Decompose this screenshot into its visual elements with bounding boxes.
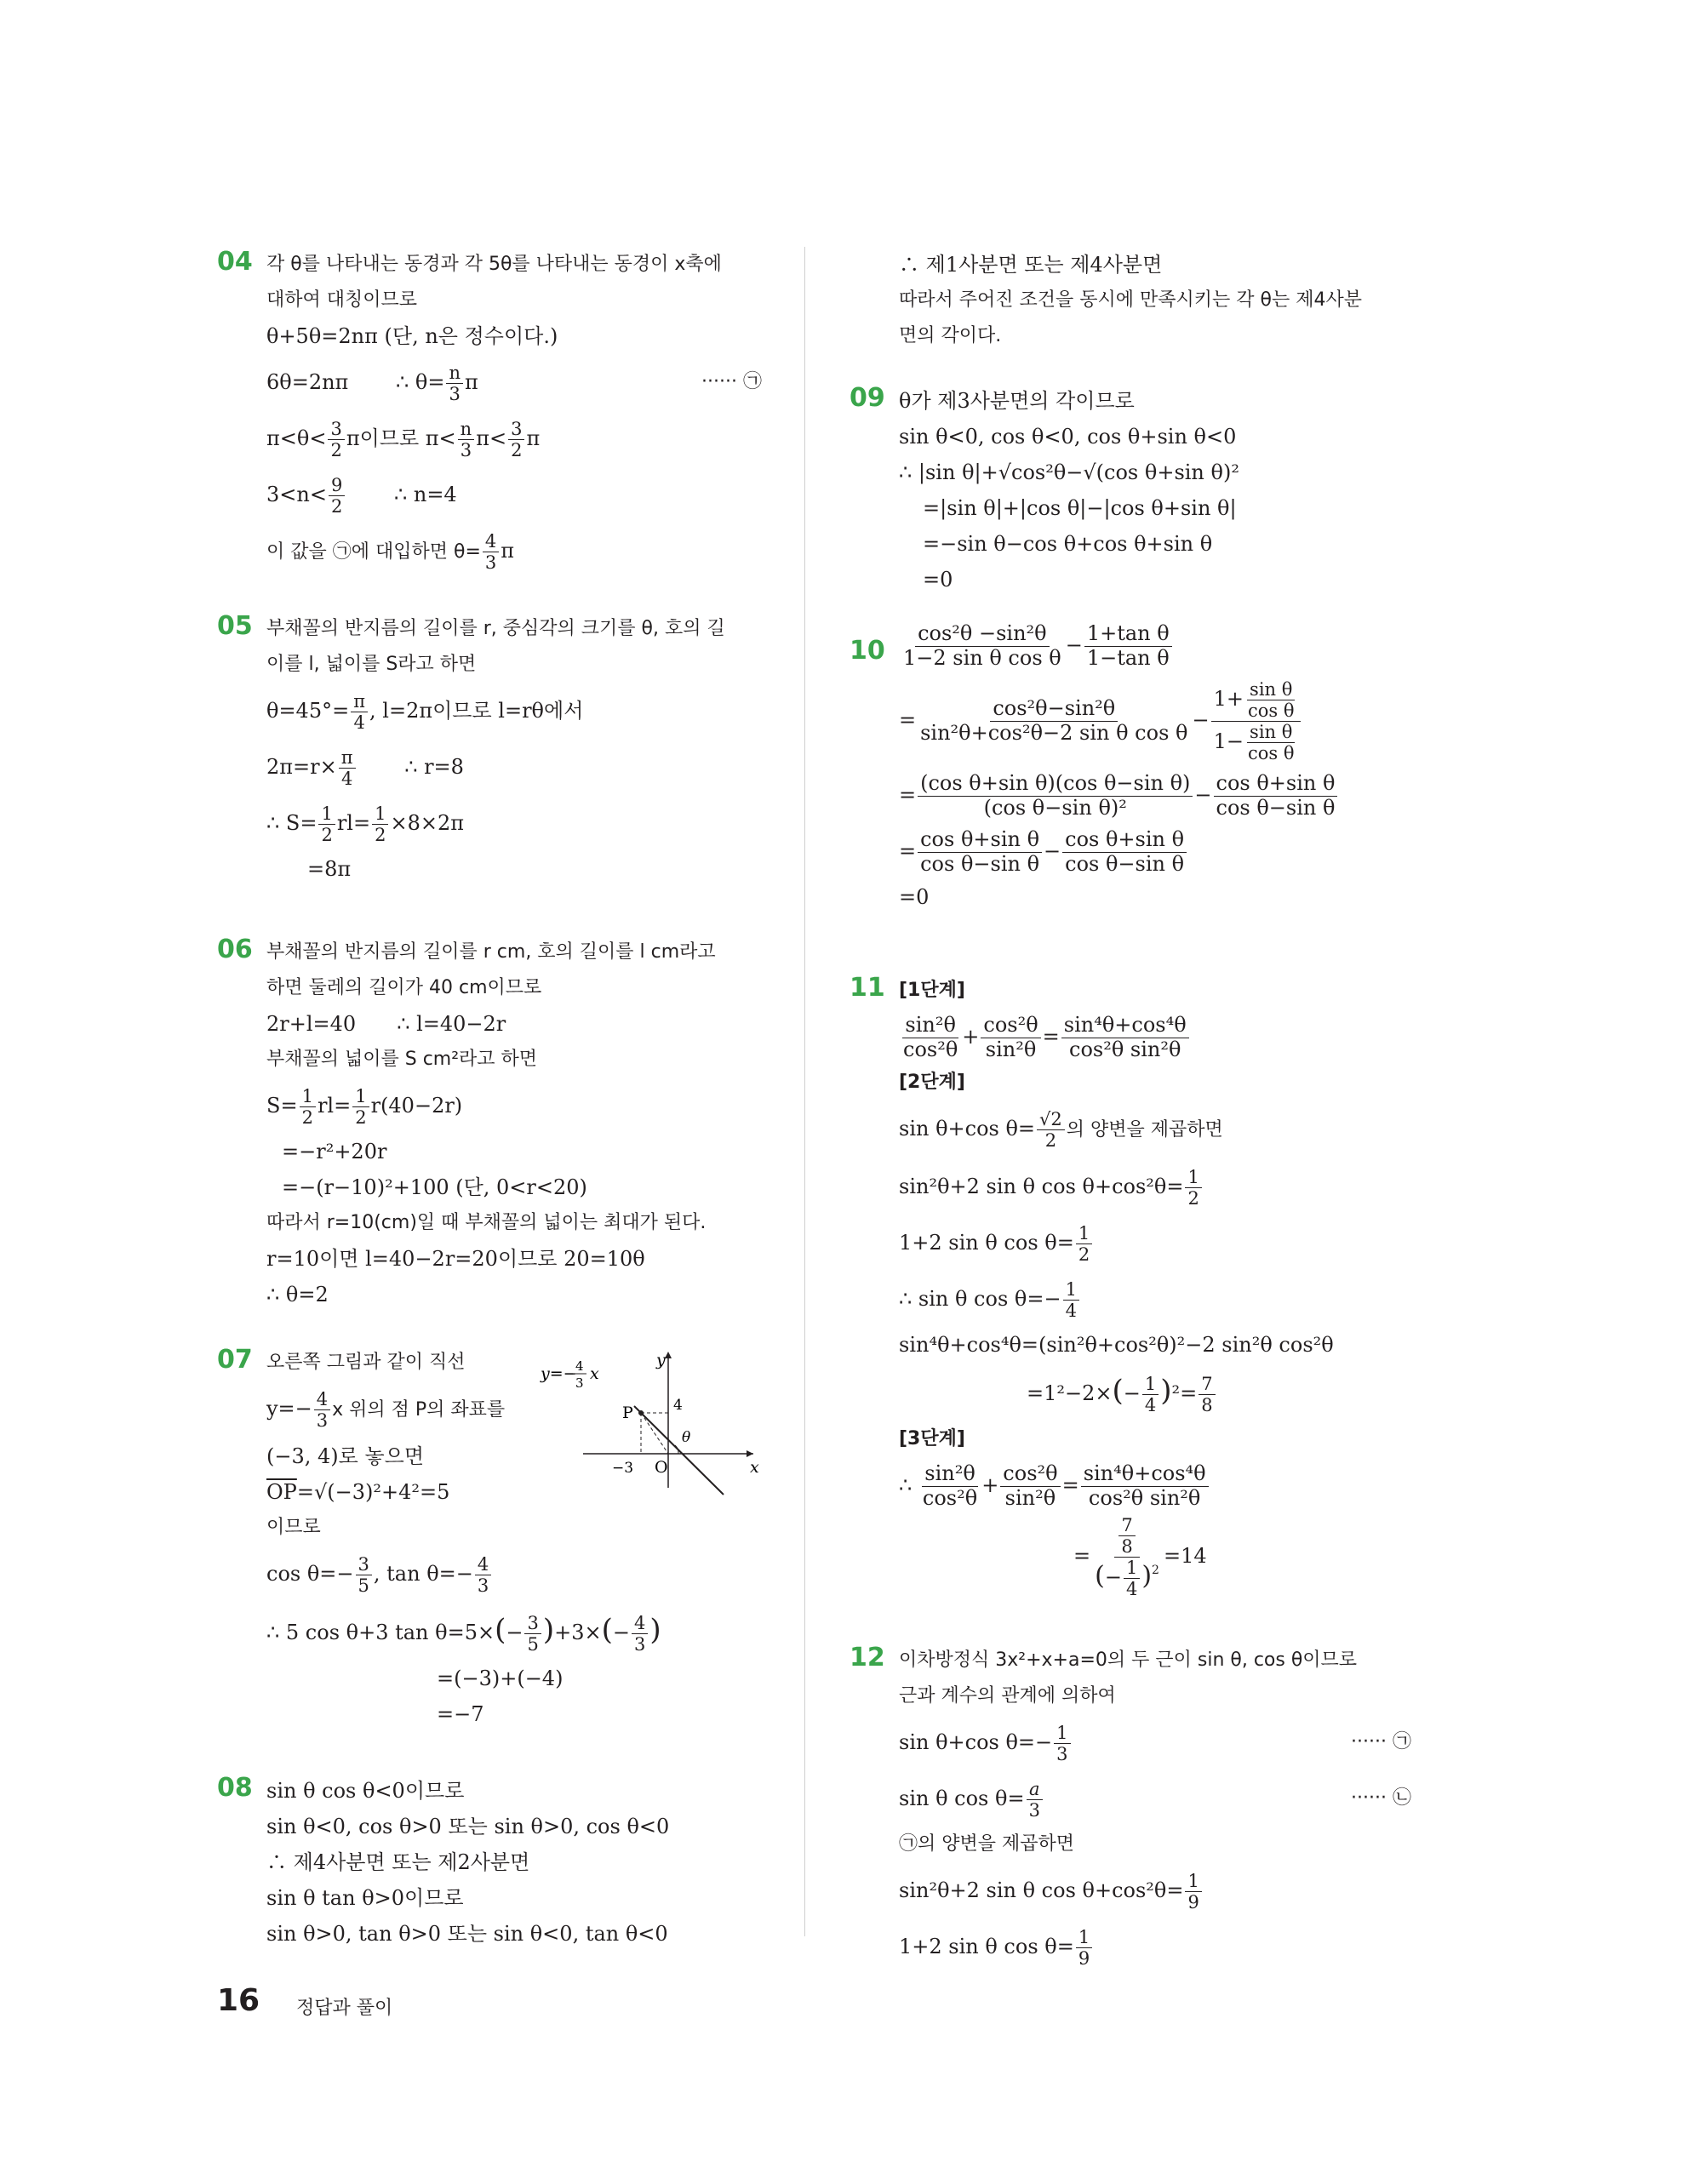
problem-number: 07 [217, 1345, 253, 1375]
problem-number: 09 [850, 383, 885, 413]
math-line: $\frac{\text{sin²θ}}{\text{cos²θ}}$ + $\frac{\text{cos²θ}}{\text{sin²θ}}$ = $\frac{\text{sin⁴θ+cos⁴θ}}{\text{cos²θ sin²θ}}$ [899, 1009, 1411, 1065]
text-line: 이므로 [266, 1517, 321, 1538]
math-line: sin θ+cos θ= $\frac{√2}{2}$ 의 양변을 제곱하면 [899, 1108, 1223, 1151]
text-line: 오른쪽 그림과 같이 직선 [266, 1352, 466, 1373]
math-line: sin θ<0, cos θ<0, cos θ+sin θ<0 [899, 425, 1237, 449]
math-line: =−(r−10)²+100 (단, 0<r<20) [282, 1175, 587, 1199]
problem-08 [217, 1773, 762, 1952]
math-line: sin θ cos θ= $\frac{a}{3}$ ······ ㉡ [899, 1770, 1411, 1827]
math-line: =(−3)+(−4) [437, 1667, 564, 1690]
math-line: =−r²+20r [282, 1140, 387, 1163]
math-line: $\overline{OP}=√(-3)^2+4^2=5$ [266, 1480, 450, 1504]
math-line: =1²−2×(− $\frac{1}{4}$ )²= $\frac{7}{8}$ [899, 1363, 1411, 1421]
math-line: =|sin θ|+|cos θ|−|cos θ+sin θ| [923, 496, 1237, 520]
fig-eq-num: 4 [575, 1358, 584, 1374]
dashed-op [641, 1413, 668, 1454]
text-line: 근과 계수의 관계에 의하여 [899, 1685, 1116, 1707]
text-line: 부채꼴의 넓이를 S cm²라고 하면 [266, 1049, 538, 1070]
text-line: 대하여 대칭이므로 [266, 289, 418, 311]
equation-tag: ······ ㉠ [1351, 1731, 1411, 1752]
math-line: ∴ 5 cos θ+3 tan θ=5×(− $\frac{3}{5}$ )+3×(− $\frac{4}{3}$ ) [266, 1612, 661, 1655]
math-line: 1+2 sin θ cos θ= $\frac{1}{2}$ [899, 1215, 1411, 1271]
math-line: sin²θ+2 sin θ cos θ+cos²θ= $\frac{1}{9}$ [899, 1862, 1411, 1918]
math-line: ∴ 제4사분면 또는 제2사분면 [266, 1850, 530, 1874]
problem-12 [850, 1643, 1411, 1975]
math-line: =−sin θ−cos θ+cos θ+sin θ [923, 532, 1213, 556]
text-line: 부채꼴의 반지름의 길이를 r, 중심각의 크기를 θ, 호의 길 [266, 618, 725, 639]
math-line: = $\frac{7}{8}$ (− $\frac{1}{4}$ )$^2$ =14 [1073, 1514, 1207, 1600]
neg3-label: −3 [612, 1460, 634, 1477]
text-line: 따라서 주어진 조건을 동시에 만족시키는 각 θ는 제4사분 [899, 289, 1362, 311]
text-line: 면의 각이다. [899, 325, 1002, 346]
text-line: 부채꼴의 반지름의 길이를 r cm, 호의 길이를 l cm라고 [266, 941, 716, 963]
equation-tag: ······ ㉡ [1351, 1787, 1411, 1809]
math-line: ∴ |sin θ|+√cos²θ−√(cos θ+sin θ)² [899, 460, 1239, 484]
math-line: 6θ=2nπ ∴ θ= $\frac{n}{3}$ π ······ ㉠ [266, 354, 762, 410]
problem-10 [850, 617, 1411, 915]
problem-number: 06 [217, 935, 253, 964]
math-line: ∴ $\frac{\text{sin²θ}}{\text{cos²θ}}$ + $\frac{\text{cos²θ}}{\text{sin²θ}}$ = $\frac{\text{sin⁴θ+cos⁴θ}}{\text{cos²θ sin²θ}}$ [899, 1457, 1411, 1513]
point-p-label: P [622, 1404, 633, 1422]
math-line: sin θ tan θ>0이므로 [266, 1886, 464, 1910]
step-label: [1단계] [899, 980, 965, 1001]
theta-label: θ [682, 1429, 691, 1446]
math-line: sin θ cos θ<0이므로 [266, 1779, 465, 1803]
problem-number: 11 [850, 973, 885, 1003]
equation-tag: ······ ㉠ [701, 371, 762, 392]
y-axis-arrow [665, 1352, 672, 1358]
math-line: sin²θ+2 sin θ cos θ+cos²θ= $\frac{1}{2}$ [899, 1158, 1411, 1215]
math-line: y=− $\frac{4}{3}$ x 위의 점 P의 좌표를 [266, 1388, 506, 1431]
math-line: θ가 제3사분면의 각이므로 [899, 389, 1135, 413]
problem-number: 10 [850, 636, 885, 666]
math-line: π<θ< $\frac{3}{2}$ π이므로 π< $\frac{n}{3}$ π< $\frac{3}{2}$ π [266, 418, 541, 460]
problem-number: 08 [217, 1773, 253, 1803]
math-line: r=10이면 l=40−2r=20이므로 20=10θ [266, 1247, 645, 1271]
page-number: 16 [217, 1983, 260, 2018]
math-line: =0 [923, 568, 953, 592]
problem-08-continued [850, 247, 1411, 354]
problem-number: 12 [850, 1643, 885, 1672]
point-p [638, 1410, 644, 1415]
math-line: = $\frac{\text{cos θ+sin θ}}{\text{cos θ−sin θ}}$ − $\frac{\text{cos θ+sin θ}}{\text{cos θ−sin θ}}$ [899, 823, 1411, 879]
math-line: ∴ 제1사분면 또는 제4사분면 [899, 253, 1163, 277]
text-line: 이차방정식 3x²+x+a=0의 두 근이 sin θ, cos θ이므로 [899, 1649, 1358, 1671]
origin-label: O [655, 1458, 668, 1477]
math-line: =−7 [437, 1702, 484, 1726]
fig-eq-b: x [590, 1364, 599, 1383]
text-line: 하면 둘레의 길이가 40 cm이므로 [266, 977, 542, 998]
math-line: 2r+l=40 ∴ l=40−2r [266, 1012, 506, 1036]
step-label: [3단계] [899, 1428, 965, 1449]
math-line: 1+2 sin θ cos θ= $\frac{1}{9}$ [899, 1918, 1411, 1975]
problem-07 [217, 1345, 762, 1732]
problem-05 [217, 611, 762, 887]
math-line: sin θ+cos θ=− $\frac{1}{3}$ ······ ㉠ [899, 1714, 1411, 1770]
problem-04 [217, 247, 762, 580]
fig-eq-den: 3 [575, 1375, 584, 1391]
math-line: 2π=r× $\frac{\pi}{4}$ ∴ r=8 [266, 746, 464, 789]
math-line: = $\frac{\text{cos²θ−sin²θ}}{\text{sin²θ+cos²θ−2 sin θ cos θ}}$ − 1+ $\frac{\text{sin θ}}{\text{cos θ}}$ 1− $\frac{\text{sin θ}}{\text{cos θ}}$ [899, 673, 1411, 767]
math-line: = $\frac{\text{(cos θ+sin θ)(cos θ−sin θ)}}{\text{(cos θ−sin θ)²}}$ − $\frac{\text{cos θ+sin θ}}{\text{cos θ−sin θ}}$ [899, 767, 1411, 823]
x-axis-label: x [750, 1458, 759, 1477]
height-label: 4 [673, 1397, 683, 1414]
step-label: [2단계] [899, 1072, 965, 1093]
problem-09 [850, 383, 1411, 597]
text-line: 따라서 r=10(cm)일 때 부채꼴의 넓이는 최대가 된다. [266, 1212, 707, 1233]
text-line: 이를 l, 넓이를 S라고 하면 [266, 654, 477, 675]
x-axis-arrow [747, 1450, 753, 1457]
math-line: 3<n< $\frac{9}{2}$ ∴ n=4 [266, 474, 457, 517]
math-line: θ=45°= $\frac{\pi}{4}$ , l=2π이므로 l=rθ에서 [266, 690, 584, 733]
math-line: (−3, 4)로 놓으면 [266, 1444, 424, 1468]
problem-06 [217, 935, 762, 1312]
problem-number: 05 [217, 611, 253, 641]
math-line: sin⁴θ+cos⁴θ=(sin²θ+cos²θ)²−2 sin²θ cos²θ [899, 1333, 1334, 1357]
math-line: 이 값을 ㉠에 대입하면 θ= $\frac{4}{3}$ π [266, 530, 515, 573]
footer-label: 정답과 풀이 [296, 1998, 393, 2019]
math-line: =8π [307, 857, 352, 881]
math-line: cos θ=− $\frac{3}{5}$ , tan θ=− $\frac{4}{3}$ [266, 1546, 762, 1602]
problem-11 [850, 973, 1411, 1599]
text-line: ㉠의 양변을 제곱하면 [899, 1833, 1075, 1855]
fig-eq-a: y=− [541, 1364, 577, 1383]
coordinate-figure [541, 1345, 762, 1489]
math-line: =0 [899, 885, 930, 909]
math-line: θ+5θ=2nπ (단, n은 정수이다.) [266, 324, 558, 348]
y-axis-label: y [656, 1351, 666, 1369]
column-divider [804, 247, 805, 1936]
line-graph [634, 1406, 724, 1495]
text-line: 각 θ를 나타내는 동경과 각 5θ를 나타내는 동경이 x축에 [266, 254, 722, 275]
math-line: ∴ sin θ cos θ=− $\frac{1}{4}$ [899, 1271, 1411, 1327]
math-line: S= $\frac{1}{2}$ rl= $\frac{1}{2}$ r(40−2r) [266, 1085, 463, 1128]
math-line: sin θ>0, tan θ>0 또는 sin θ<0, tan θ<0 [266, 1922, 668, 1946]
problem-number: 04 [217, 247, 253, 277]
math-line: ∴ S= $\frac{1}{2}$ rl= $\frac{1}{2}$ ×8×2π [266, 803, 464, 845]
math-line: $\frac{\text{cos²θ −sin²θ}}{\text{1−2 sin θ cos θ}}$ − $\frac{\text{1+tan θ}}{\text{1−tan θ}}$ [899, 617, 1411, 673]
math-line: ∴ θ=2 [266, 1283, 329, 1306]
math-line: sin θ<0, cos θ>0 또는 sin θ>0, cos θ<0 [266, 1815, 670, 1838]
